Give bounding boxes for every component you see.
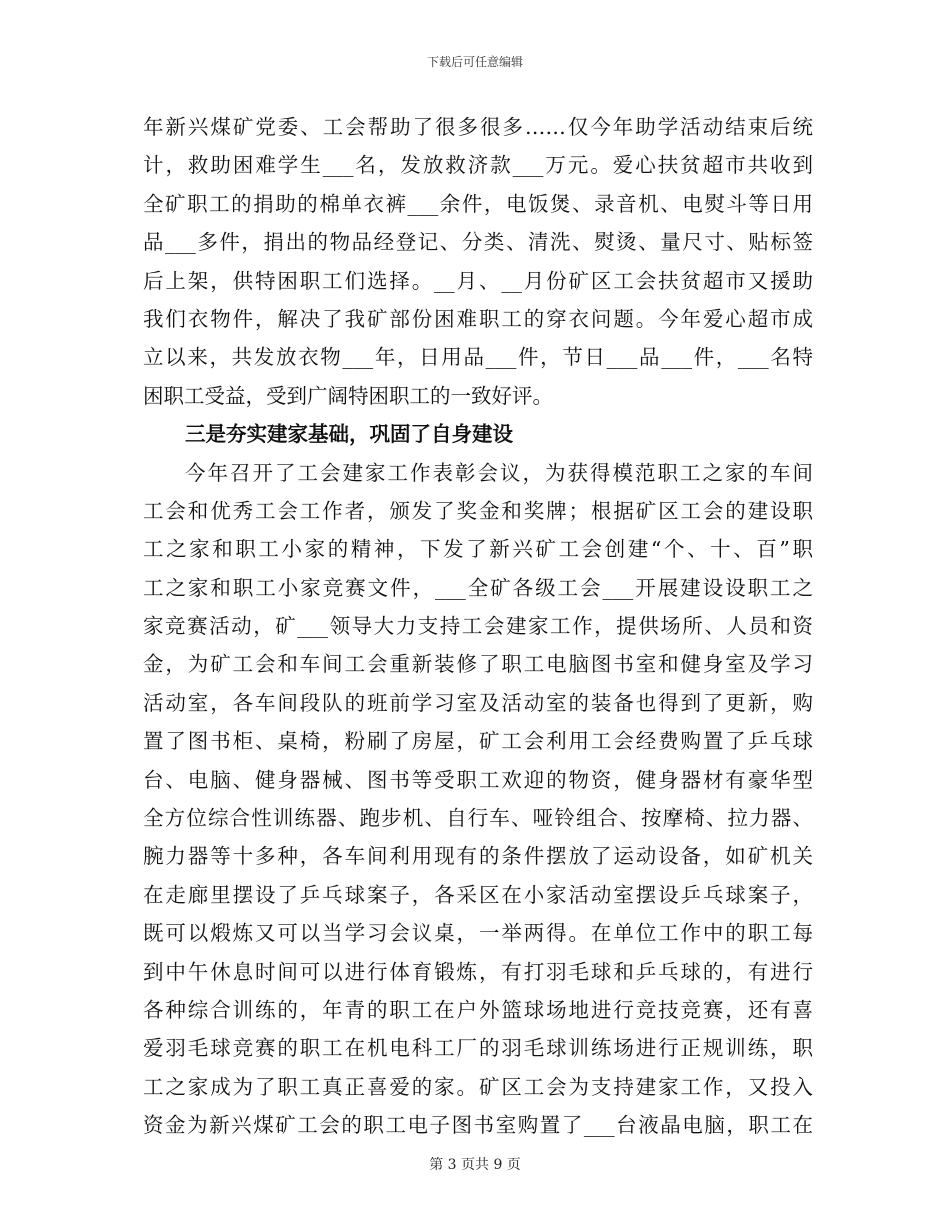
body-line: 腕力器等十多种，各车间利用现有的条件摆放了运动设备，如矿机关 [143, 844, 813, 869]
body-line: 立以来，共发放衣物___年，日用品___件，节日___品___件，___名特 [143, 345, 813, 370]
body-line: 我们衣物件，解决了我矿部份困难职工的穿衣问题。今年爱心超市成 [143, 306, 813, 331]
body-line: 到中午休息时间可以进行体育锻炼，有打羽毛球和乒乓球的，有进行 [143, 959, 813, 984]
body-line: 各种综合训练的，年青的职工在户外篮球场地进行竞技竞赛，还有喜 [143, 997, 813, 1022]
body-line: 计，救助困难学生___名，发放救济款___万元。爱心扶贫超市共收到 [143, 153, 813, 178]
page-header [0, 54, 950, 70]
body-line: 品___多件，捐出的物品经登记、分类、清洗、熨烫、量尺寸、贴标签 [143, 230, 813, 255]
body-line: 台、电脑、健身器械、图书等受职工欢迎的物资，健身器材有豪华型 [143, 767, 813, 792]
section-heading: 三是夯实建家基础，巩固了自身建设 [185, 422, 513, 447]
body-line: 工之家和职工小家的精神，下发了新兴矿工会创建“个、十、百”职 [143, 537, 813, 562]
body-line: 全方位综合性训练器、跑步机、自行车、哑铃组合、按摩椅、拉力器、 [143, 806, 813, 831]
body-line: 爱羽毛球竞赛的职工在机电科工厂的羽毛球训练场进行正规训练，职 [143, 1036, 813, 1061]
body-line: 今年召开了工会建家工作表彰会议，为获得模范职工之家的车间 [185, 460, 813, 485]
body-line: 家竞赛活动，矿___领导大力支持工会建家工作，提供场所、人员和资 [143, 614, 813, 639]
body-line: 金，为矿工会和车间工会重新装修了职工电脑图书室和健身室及学习 [143, 652, 813, 677]
page-number: 第 3 页共 9 页 [429, 1157, 521, 1173]
body-line: 年新兴煤矿党委、工会帮助了很多很多……仅今年助学活动结束后统 [143, 115, 813, 139]
document-body [143, 108, 813, 1145]
body-line: 后上架，供特困职工们选择。__月、__月份矿区工会扶贫超市又援助 [143, 268, 813, 293]
body-line: 工会和优秀工会工作者，颁发了奖金和奖牌；根据矿区工会的建设职 [143, 498, 813, 523]
body-line: 全矿职工的捐助的棉单衣裤___余件，电饭煲、录音机、电熨斗等日用 [143, 191, 813, 216]
header-note: 下载后可任意编辑 [426, 55, 523, 69]
body-line: 困职工受益，受到广阔特困职工的一致好评。 [143, 383, 553, 408]
body-line: 活动室，各车间段队的班前学习室及活动室的装备也得到了更新，购 [143, 690, 813, 715]
body-line: 工之家成为了职工真正喜爱的家。矿区工会为支持建家工作，又投入 [143, 1074, 813, 1099]
body-line: 工之家和职工小家竞赛文件，___全矿各级工会___开展建设设职工之 [143, 575, 813, 600]
body-line: 既可以煅炼又可以当学习会议桌，一举两得。在单位工作中的职工每 [143, 921, 813, 946]
body-line: 资金为新兴煤矿工会的职工电子图书室购置了___台液晶电脑，职工在 [143, 1113, 813, 1138]
body-line: 置了图书柜、桌椅，粉刷了房屋，矿工会利用工会经费购置了乒乓球 [143, 729, 813, 754]
page-footer [0, 1156, 950, 1174]
body-line: 在走廊里摆设了乒乓球案子，各采区在小家活动室摆设乒乓球案子， [143, 882, 813, 907]
